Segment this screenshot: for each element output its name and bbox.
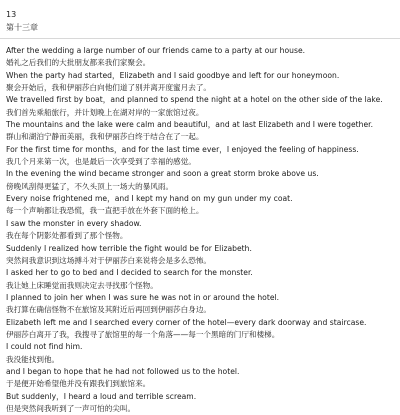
english-text-line: Suddenly I realized how terrible the fight would be for Elizabeth.	[6, 243, 252, 253]
chinese-text-line: 婚礼之后我们的大批朋友都来我们家聚会。	[6, 58, 151, 68]
english-text-line: I saw the monster in every shadow.	[6, 218, 142, 228]
chinese-text-line: 我没能找到他。	[6, 354, 60, 364]
bilingual-text-body	[6, 45, 396, 415]
chinese-text-line: 我几个月来第一次，也是最后一次享受到了幸福的感觉。	[6, 157, 196, 167]
english-text-line: Elizabeth left me and I searched every corner of the hotel—every dark doorway and staircase.	[6, 317, 367, 327]
english-text-line: In the evening the wind became stronger and soon a great storm broke above us.	[6, 169, 319, 179]
chinese-text-line: 群山和湖泊宁静而美丽，我和伊丽莎白终于结合在了一起。	[6, 132, 204, 142]
english-text-line: When the party had started，Elizabeth and I said goodbye and left for our honeymoon.	[6, 70, 340, 80]
english-text-line: We travelled first by boat，and planned to spend the night at a hotel on the other side of the lake.	[6, 95, 383, 105]
english-text-line: After the wedding a large number of our friends came to a party at our house.	[6, 46, 306, 55]
chinese-text-line: 但是突然间我听到了一声可怕的尖叫。	[6, 403, 136, 413]
english-text-line: I asked her to go to bed and I decided to search for the monster.	[6, 268, 253, 278]
chinese-text-line: 傍晚风刮得更猛了，不久头顶上一场大的暴风雨。	[6, 181, 174, 191]
chapter-number: 13	[6, 10, 17, 19]
english-text-line: But suddenly，I heard a loud and terrible scream.	[6, 391, 197, 401]
chinese-text-line: 突然间我意识到这场搏斗对于伊丽莎白来说将会是多么恐怖。	[6, 255, 212, 265]
english-text-line: The mountains and the lake were calm and beautiful，and at last Elizabeth and I were together.	[6, 120, 374, 130]
chinese-text-line: 每一个声响都让我恐慌，我一直把手放在外套下面的枪上。	[6, 206, 204, 216]
english-text-line: I planned to join her when I was sure he was not in or around the hotel.	[6, 292, 280, 302]
english-text-line: For the first time for months，and for the last time ever，I enjoyed the feeling of happiness.	[6, 144, 359, 154]
english-text-line: I could not find him.	[6, 342, 83, 352]
chapter-title: 第十三章	[6, 23, 38, 32]
chinese-text-line: 伊丽莎白离开了我，我搜寻了旅馆里的每一个角落——每一个黑暗的门厅和楼梯。	[6, 329, 280, 339]
header-divider	[0, 38, 400, 39]
chinese-text-line: 聚会开始后，我和伊丽莎白向他们道了别并离开度蜜月去了。	[6, 83, 212, 93]
chinese-text-line: 我们首先乘船旅行，并计划晚上在湖对岸的一家旅馆过夜。	[6, 107, 204, 117]
chinese-text-line: 我在每个阴影处都看到了那个怪物。	[6, 231, 128, 241]
chinese-text-line: 于是便开始希望他并没有跟我们到旅馆来。	[6, 379, 151, 389]
chinese-text-line: 我让她上床睡觉而我则决定去寻找那个怪物。	[6, 280, 158, 290]
chinese-text-line: 我打算在确信怪物不在旅馆及其附近后再回到伊丽莎白身边。	[6, 305, 212, 315]
english-text-line: and I began to hope that he had not followed us to the hotel.	[6, 366, 240, 376]
english-text-line: Every noise frightened me，and I kept my hand on my gun under my coat.	[6, 194, 293, 204]
